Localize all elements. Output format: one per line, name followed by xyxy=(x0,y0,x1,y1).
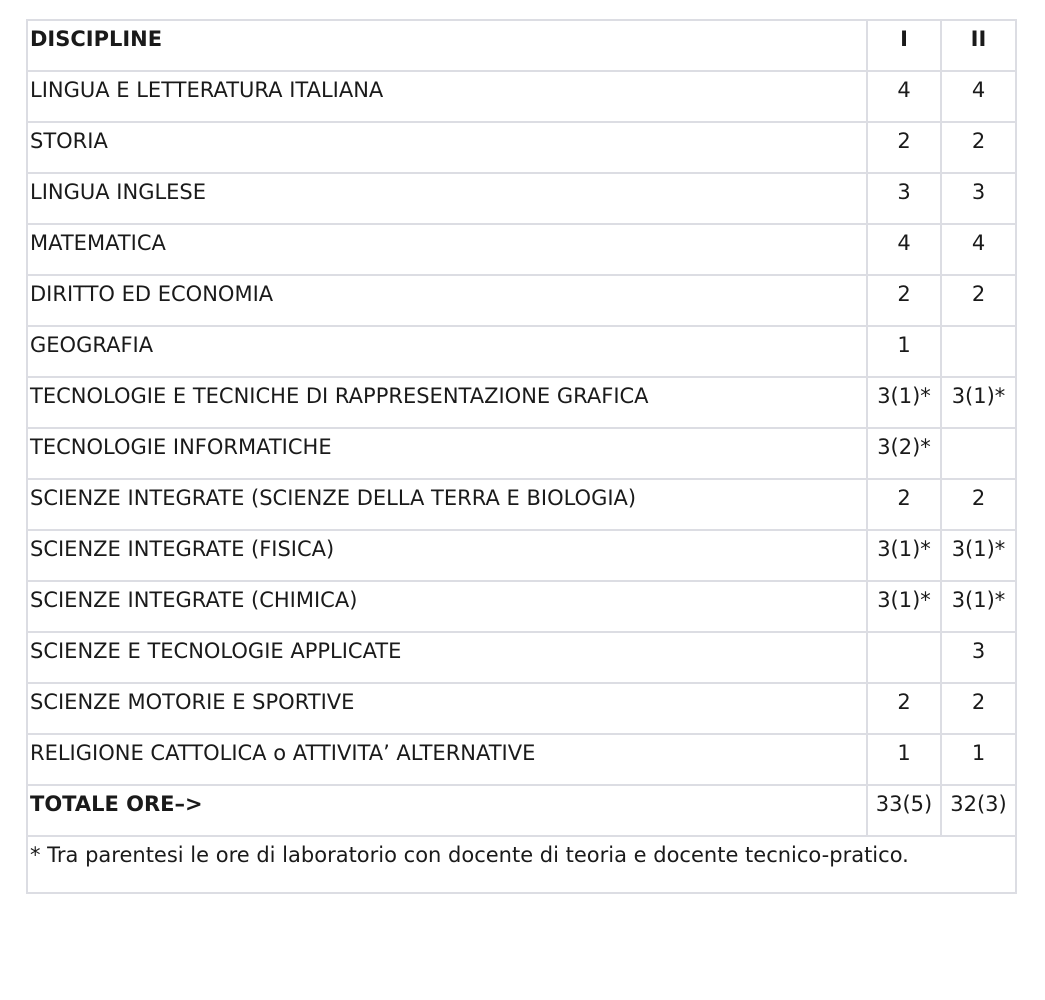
hours-year-1: 3(1)* xyxy=(867,530,941,581)
table-row xyxy=(27,122,1016,173)
discipline-name: GEOGRAFIA xyxy=(27,326,867,377)
hours-year-2: 1 xyxy=(941,734,1016,785)
hours-year-2 xyxy=(941,428,1016,479)
hours-year-2: 2 xyxy=(941,479,1016,530)
hours-year-1 xyxy=(867,632,941,683)
table-header-row xyxy=(27,20,1016,71)
hours-year-2: 3(1)* xyxy=(941,377,1016,428)
table-row xyxy=(27,734,1016,785)
hours-year-2: 3(1)* xyxy=(941,581,1016,632)
discipline-name: TECNOLOGIE INFORMATICHE xyxy=(27,428,867,479)
table-row xyxy=(27,275,1016,326)
hours-year-1: 2 xyxy=(867,122,941,173)
hours-year-1: 2 xyxy=(867,275,941,326)
table-row xyxy=(27,224,1016,275)
hours-year-1: 4 xyxy=(867,71,941,122)
hours-year-1: 1 xyxy=(867,326,941,377)
table-row xyxy=(27,581,1016,632)
footnote-row xyxy=(27,836,1016,893)
table-row xyxy=(27,428,1016,479)
header-year-1: I xyxy=(867,20,941,71)
hours-year-1: 3 xyxy=(867,173,941,224)
hours-year-2: 3(1)* xyxy=(941,530,1016,581)
table-row xyxy=(27,632,1016,683)
header-discipline: DISCIPLINE xyxy=(27,20,867,71)
table-row xyxy=(27,326,1016,377)
discipline-name: RELIGIONE CATTOLICA o ATTIVITA’ ALTERNATIVE xyxy=(27,734,867,785)
hours-year-1: 2 xyxy=(867,683,941,734)
footnote-text: * Tra parentesi le ore di laboratorio con docente di teoria e docente tecnico-pratico. xyxy=(27,836,1016,893)
table-row xyxy=(27,173,1016,224)
hours-year-2: 2 xyxy=(941,122,1016,173)
table-row xyxy=(27,683,1016,734)
table-row xyxy=(27,71,1016,122)
table-row xyxy=(27,377,1016,428)
hours-year-1: 2 xyxy=(867,479,941,530)
hours-year-1: 3(1)* xyxy=(867,377,941,428)
hours-year-2: 4 xyxy=(941,71,1016,122)
discipline-name: STORIA xyxy=(27,122,867,173)
discipline-name: SCIENZE E TECNOLOGIE APPLICATE xyxy=(27,632,867,683)
discipline-name: SCIENZE MOTORIE E SPORTIVE xyxy=(27,683,867,734)
discipline-name: TECNOLOGIE E TECNICHE DI RAPPRESENTAZIONE GRAFICA xyxy=(27,377,867,428)
discipline-name: SCIENZE INTEGRATE (CHIMICA) xyxy=(27,581,867,632)
discipline-name: SCIENZE INTEGRATE (FISICA) xyxy=(27,530,867,581)
hours-year-1: 4 xyxy=(867,224,941,275)
total-year-1: 33(5) xyxy=(867,785,941,836)
hours-year-2: 2 xyxy=(941,683,1016,734)
hours-year-2: 3 xyxy=(941,632,1016,683)
hours-year-2 xyxy=(941,326,1016,377)
curriculum-hours-table xyxy=(26,19,1017,894)
hours-year-2: 3 xyxy=(941,173,1016,224)
hours-year-2: 4 xyxy=(941,224,1016,275)
table-row xyxy=(27,530,1016,581)
hours-year-1: 1 xyxy=(867,734,941,785)
discipline-name: LINGUA E LETTERATURA ITALIANA xyxy=(27,71,867,122)
total-label: TOTALE ORE–> xyxy=(27,785,867,836)
discipline-name: SCIENZE INTEGRATE (SCIENZE DELLA TERRA E BIOLOGIA) xyxy=(27,479,867,530)
discipline-name: DIRITTO ED ECONOMIA xyxy=(27,275,867,326)
discipline-name: LINGUA INGLESE xyxy=(27,173,867,224)
hours-year-1: 3(1)* xyxy=(867,581,941,632)
total-row xyxy=(27,785,1016,836)
table-row xyxy=(27,479,1016,530)
discipline-name: MATEMATICA xyxy=(27,224,867,275)
hours-year-2: 2 xyxy=(941,275,1016,326)
hours-year-1: 3(2)* xyxy=(867,428,941,479)
header-year-2: II xyxy=(941,20,1016,71)
total-year-2: 32(3) xyxy=(941,785,1016,836)
